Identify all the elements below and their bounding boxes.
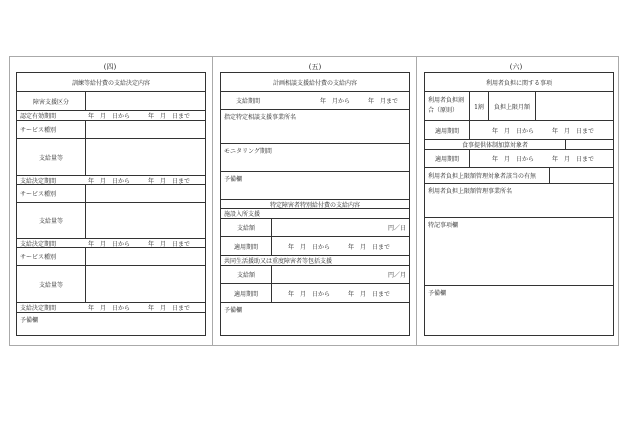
benefit-amount-field[interactable]	[272, 219, 409, 236]
panel-planning-consultation	[220, 72, 410, 336]
cap-management-label: 利用者負担上限額管理対象者該当の有無	[428, 173, 537, 180]
applicable-period-field[interactable]: 年 月 日から 年 月 日まで	[288, 243, 391, 251]
disability-level-label: 障害支援区分	[32, 98, 69, 106]
section-number-4: (四)	[103, 63, 117, 71]
decision-period-field[interactable]: 年 月 日から 年 月 日まで	[88, 177, 191, 185]
applicable-period-label: 適用期間	[233, 290, 258, 298]
remarks-label: 予備欄	[224, 307, 243, 314]
decision-period-label: 支給決定期間	[20, 177, 57, 185]
burden-ratio-label: 利用者負担割合（原則）	[428, 97, 465, 114]
service-type-label: サービス種別	[20, 254, 57, 261]
remarks-field[interactable]	[221, 172, 409, 199]
remarks-label: 予備欄	[20, 317, 39, 324]
group-home-label: 共同生活援助又は重度障害者等包括支援	[224, 258, 333, 265]
monitoring-label: モニタリング期間	[224, 148, 272, 155]
benefit-amount-field[interactable]	[272, 266, 409, 283]
applicable-period-field[interactable]: 年 月 日から 年 月 日まで	[492, 127, 595, 135]
column-divider	[212, 56, 213, 346]
office-name-field[interactable]	[221, 110, 409, 143]
section-number-6: (六)	[509, 63, 523, 71]
facility-support-label: 施設入所支援	[224, 211, 261, 218]
payment-period-field[interactable]: 年 月から 年 月まで	[320, 98, 399, 105]
cap-monthly-label: 負担上限月額	[493, 103, 530, 111]
remarks-field[interactable]	[17, 313, 205, 335]
applicable-period-label: 適用期間	[434, 156, 459, 163]
cap-monthly-field[interactable]	[536, 92, 613, 120]
cap-office-field[interactable]	[425, 184, 613, 217]
amount-label: 支給量等	[38, 154, 63, 162]
service-type-label: サービス種別	[20, 127, 57, 134]
service-type-field[interactable]	[86, 248, 205, 265]
special-notes-label: 特記事項欄	[428, 222, 459, 229]
meal-provision-label: 食事提供体制加算対象者	[461, 142, 528, 149]
benefit-amount-label: 支給額	[236, 272, 255, 279]
decision-period-label: 支給決定期間	[20, 240, 57, 248]
yen-per-month-unit: 円／月	[387, 272, 406, 279]
panel-training-benefits	[16, 72, 206, 336]
cap-management-field[interactable]	[550, 168, 613, 183]
cap-office-label: 利用者負担上限額管理事業所名	[428, 188, 513, 195]
applicable-period-field[interactable]: 年 月 日から 年 月 日まで	[492, 156, 595, 163]
decision-period-label: 支給決定期間	[20, 305, 57, 312]
amount-field[interactable]	[86, 203, 205, 238]
panel-user-burden	[424, 72, 614, 336]
column-divider	[416, 56, 417, 346]
meal-provision-field[interactable]	[566, 140, 613, 149]
payment-period-label: 支給期間	[235, 98, 260, 105]
cert-period-label: 認定有効期間	[20, 113, 57, 120]
service-type-field[interactable]	[86, 121, 205, 138]
decision-period-field[interactable]: 年 月 日から 年 月 日まで	[88, 240, 191, 248]
yen-per-day-unit: 円／日	[387, 225, 406, 232]
panel-title: 訓練等給付費の支給決定内容	[71, 79, 150, 87]
service-type-label: サービス種別	[20, 191, 57, 198]
panel-title: 利用者負担に関する事項	[485, 79, 552, 87]
service-type-field[interactable]	[86, 185, 205, 202]
amount-label: 支給量等	[38, 218, 63, 225]
section-number-5: (五)	[308, 63, 322, 71]
burden-ratio-value: 1割	[474, 103, 484, 111]
applicable-period-label: 適用期間	[434, 127, 459, 135]
office-name-label: 指定特定相談支援事業所名	[224, 114, 297, 121]
applicable-period-field[interactable]: 年 月 日から 年 月 日まで	[288, 290, 391, 298]
panel-title: 計画相談支援給付費の支給内容	[272, 79, 357, 87]
amount-label: 支給量等	[38, 281, 63, 289]
remarks-label: 予備欄	[428, 290, 447, 297]
special-notes-field[interactable]	[425, 218, 613, 285]
remarks-field[interactable]	[425, 286, 613, 335]
applicable-period-label: 適用期間	[233, 243, 258, 251]
monitoring-field[interactable]	[221, 144, 409, 171]
cert-period-field[interactable]: 年 月 日から 年 月 日まで	[88, 113, 191, 120]
benefit-amount-label: 支給額	[236, 225, 255, 232]
amount-field[interactable]	[86, 266, 205, 302]
remarks-label: 予備欄	[224, 176, 243, 183]
amount-field[interactable]	[86, 139, 205, 175]
special-benefit-title: 特定障害者特別給付費の支給内容	[269, 201, 360, 209]
decision-period-field[interactable]: 年 月 日から 年 月 日まで	[88, 305, 191, 312]
disability-level-field[interactable]	[86, 92, 205, 110]
remarks-field[interactable]	[221, 303, 409, 335]
